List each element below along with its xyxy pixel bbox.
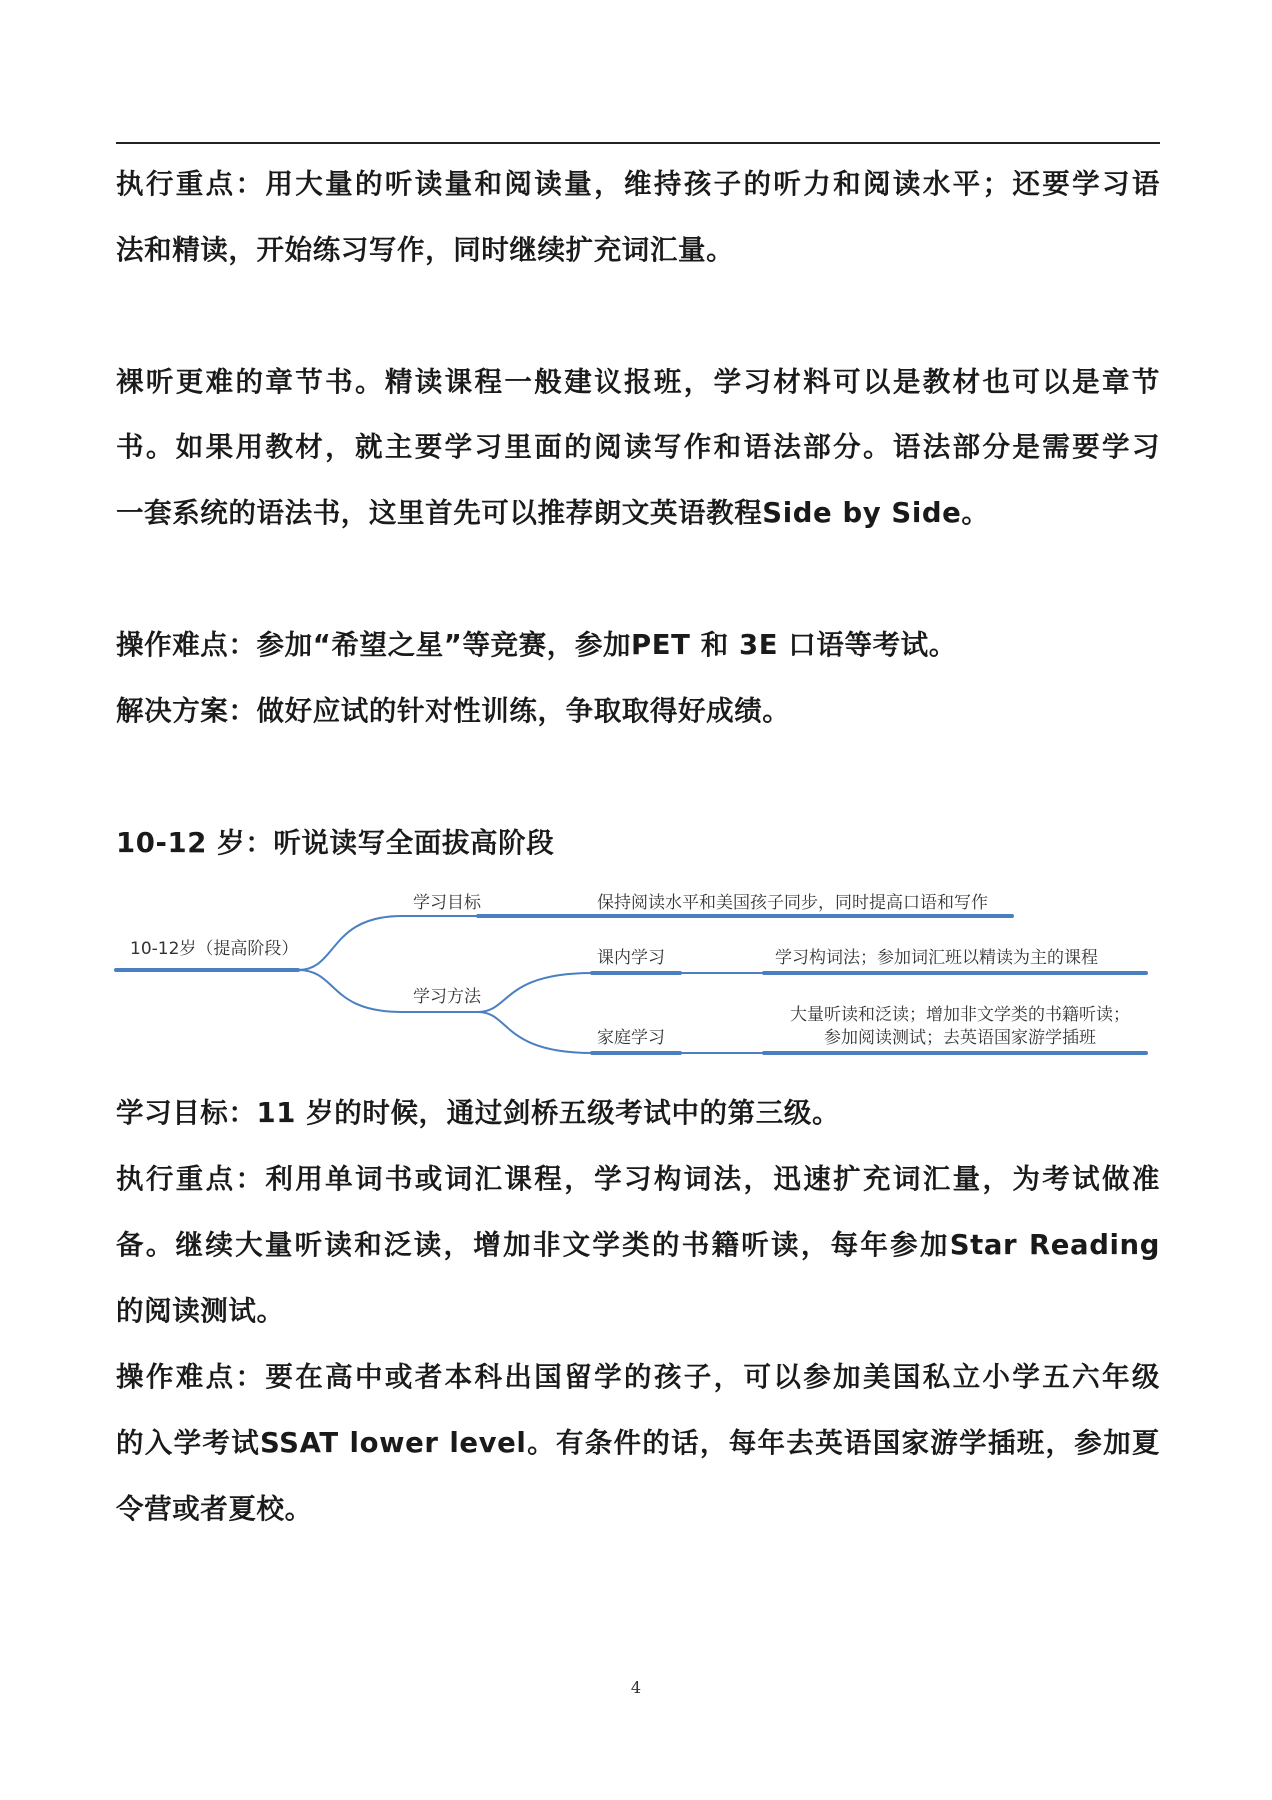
paragraph-line: 的入学考试SSAT lower level。有条件的话，每年去英语国家游学插班，参加夏	[116, 1427, 1160, 1459]
mind-map-inclass-text: 学习构词法；参加词汇班以精读为主的课程	[775, 948, 1098, 968]
mind-map-branch-goal	[298, 916, 402, 970]
paragraph-line: 备。继续大量听读和泛读，增加非文学类的书籍听读，每年参加Star Reading	[116, 1229, 1160, 1261]
mind-map-goal-label: 学习目标	[413, 893, 481, 913]
paragraph-line: 学习目标：11 岁的时候，通过剑桥五级考试中的第三级。	[116, 1097, 841, 1129]
mind-map-branch-inclass	[478, 973, 592, 1012]
mind-map-branch-home	[478, 1012, 592, 1053]
section-heading: 10-12 岁：听说读写全面拔高阶段	[116, 827, 555, 859]
paragraph-line: 执行重点：利用单词书或词汇课程，学习构词法，迅速扩充词汇量，为考试做准	[116, 1163, 1160, 1195]
header-divider	[116, 142, 1160, 144]
mind-map-home-text-2: 参加阅读测试；去英语国家游学插班	[824, 1028, 1096, 1048]
paragraph-line: 书。如果用教材，就主要学习里面的阅读写作和语法部分。语法部分是需要学习	[116, 431, 1160, 463]
mind-map	[110, 878, 1170, 1078]
paragraph-line: 裸听更难的章节书。精读课程一般建议报班，学习材料可以是教材也可以是章节	[116, 366, 1160, 398]
mind-map-root: 10-12岁（提高阶段）	[130, 939, 299, 959]
paragraph-line: 解决方案：做好应试的针对性训练，争取取得好成绩。	[116, 695, 791, 727]
mind-map-home-label: 家庭学习	[597, 1028, 665, 1048]
mind-map-inclass-label: 课内学习	[597, 948, 665, 968]
paragraph-line: 的阅读测试。	[116, 1295, 285, 1327]
mind-map-goal-text: 保持阅读水平和美国孩子同步，同时提高口语和写作	[597, 893, 988, 913]
page-number: 4	[630, 1678, 642, 1697]
paragraph-line: 操作难点：要在高中或者本科出国留学的孩子，可以参加美国私立小学五六年级	[116, 1361, 1160, 1393]
mind-map-branch-method	[298, 970, 402, 1012]
mind-map-graphic	[110, 878, 1170, 1078]
paragraph-line: 操作难点：参加“希望之星”等竞赛，参加PET 和 3E 口语等考试。	[116, 629, 957, 661]
paragraph-line: 令营或者夏校。	[116, 1493, 313, 1525]
paragraph-line: 一套系统的语法书，这里首先可以推荐朗文英语教程Side by Side。	[116, 497, 990, 529]
mind-map-home-text-1: 大量听读和泛读；增加非文学类的书籍听读；	[790, 1005, 1130, 1025]
mind-map-method-label: 学习方法	[413, 987, 481, 1007]
paragraph-line: 法和精读，开始练习写作，同时继续扩充词汇量。	[116, 234, 735, 266]
paragraph-line: 执行重点：用大量的听读量和阅读量，维持孩子的听力和阅读水平；还要学习语	[116, 168, 1160, 200]
